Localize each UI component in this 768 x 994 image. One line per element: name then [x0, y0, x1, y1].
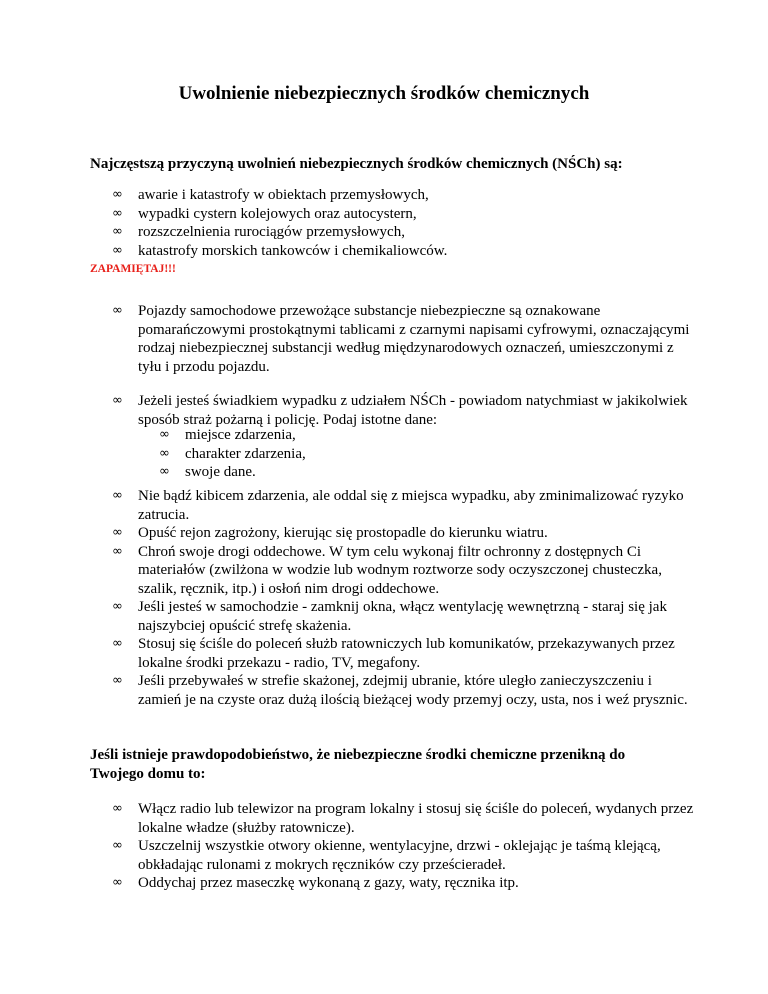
warning-label: ZAPAMIĘTAJ!!! [90, 263, 176, 275]
document-title: Uwolnienie niebezpiecznych środków chemicznych [178, 83, 590, 104]
bullet-icon: ∞ [112, 801, 123, 816]
list-item: ∞ Opuść rejon zagrożony, kierując się prostopadle do kierunku wiatru. [112, 525, 548, 541]
list-item: ∞ Chroń swoje drogi oddechowe. W tym celu wykonaj filtr ochronny z dostępnych Ci materiałów (zwilżona w wodzie lub wodnym roztworze sody oczyszczonej chusteczka, szalik, ręcznik, itp.) i osłoń nim drogi oddechowe. [112, 543, 662, 597]
bullet-icon: ∞ [112, 242, 123, 258]
list-item: ∞ Jeżeli jesteś świadkiem wypadku z udziałem NŚCh - powiadom natychmiast w jakikolwiek sposób straż pożarną i policję. Podaj istotne dane: [112, 393, 688, 428]
list-item: ∞ Stosuj się ściśle do poleceń służb ratowniczych lub komunikatów, przekazywanych przez lokalne środki przekazu - radio, TV, megafony. [112, 636, 675, 671]
list-item: ∞ rozszczelnienia rurociągów przemysłowych, [112, 224, 405, 240]
list-item: ∞ Nie bądź kibicem zdarzenia, ale oddal się z miejsca wypadku, aby zminimalizować ryzyko zatrucia. [112, 488, 684, 523]
list-item: ∞ Pojazdy samochodowe przewożące substancje niebezpieczne są oznakowane pomarańczowymi prostokątnymi tablicami z czarnymi napisami cyfrowymi, oznaczającymi rodzaj niebezpiecznej substancji według międzynarodowych oznaczeń, umieszczonymi z tyłu i przodu pojazdu. [112, 303, 690, 375]
section3-heading: Jeśli istnieje prawdopodobieństwo, że niebezpieczne środki chemiczne przenikną do Twojego domu to: [90, 747, 626, 782]
list-item: ∞ Włącz radio lub telewizor na program lokalny i stosuj się ściśle do poleceń, wydanych przez lokalne władze (służby ratownicze). [112, 801, 694, 836]
bullet-icon: ∞ [159, 445, 170, 461]
bullet-icon: ∞ [112, 224, 123, 239]
section1-heading: Najczęstszą przyczyną uwolnień niebezpiecznych środków chemicznych (NŚCh) są: [90, 156, 623, 172]
bullet-icon: ∞ [112, 525, 123, 540]
bullet-icon: ∞ [112, 393, 123, 408]
bullet-icon: ∞ [112, 875, 123, 890]
list-item: ∞ swoje dane. [159, 464, 256, 480]
report-data-list [159, 426, 685, 482]
bullet-icon: ∞ [159, 427, 170, 442]
bullet-icon: ∞ [112, 838, 123, 853]
bullet-icon: ∞ [112, 187, 123, 202]
list-item: ∞ Jeśli jesteś w samochodzie - zamknij okna, włącz wentylację wewnętrzną - staraj się jak najszybciej opuścić strefę skażenia. [112, 599, 667, 634]
list-item: ∞ miejsce zdarzenia, [159, 427, 296, 443]
bullet-icon: ∞ [112, 543, 123, 559]
bullet-icon: ∞ [159, 464, 170, 479]
causes-list [112, 186, 698, 260]
bullet-icon: ∞ [112, 599, 123, 614]
bullet-icon: ∞ [112, 303, 123, 318]
instructions-list [112, 302, 698, 445]
list-item: ∞ awarie i katastrofy w obiektach przemysłowych, [112, 187, 429, 203]
safety-actions-list [112, 487, 698, 709]
bullet-icon: ∞ [112, 205, 123, 221]
list-item: ∞ katastrofy morskich tankowców i chemikaliowców. [112, 242, 448, 259]
list-item: ∞ charakter zdarzenia, [159, 445, 306, 462]
home-protection-list [112, 800, 698, 893]
list-item: ∞ Jeśli przebywałeś w strefie skażonej, zdejmij ubranie, które uległo zanieczyszczeniu i zamień je na czyste oraz dużą ilością bieżącej wody przemyj oczy, usta, nos i weź prysznic. [112, 673, 688, 708]
bullet-icon: ∞ [112, 636, 123, 651]
list-item: ∞ Uszczelnij wszystkie otwory okienne, wentylacyjne, drzwi - oklejając je taśmą klejącą, obkładając rulonami z mokrych ręczników czy prześcieradeł. [112, 838, 661, 873]
bullet-icon: ∞ [112, 488, 123, 503]
list-item: ∞ Oddychaj przez maseczkę wykonaną z gazy, waty, ręcznika itp. [112, 875, 519, 891]
bullet-icon: ∞ [112, 673, 123, 688]
list-item: ∞ wypadki cystern kolejowych oraz autocystern, [112, 205, 417, 222]
